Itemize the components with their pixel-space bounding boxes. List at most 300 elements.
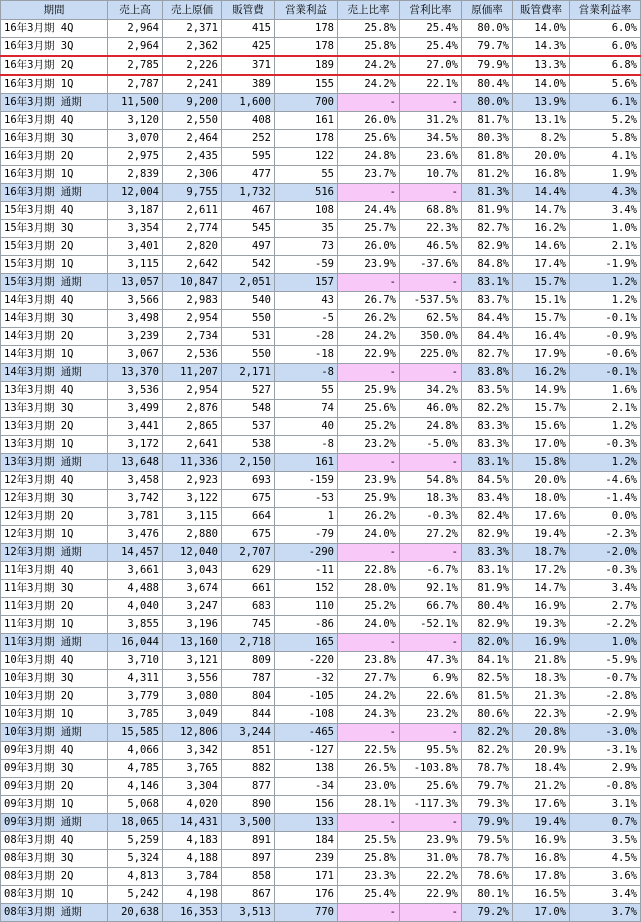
value-cell: 62.5% xyxy=(400,310,462,328)
value-cell: -1.9% xyxy=(570,256,641,274)
value-cell: 79.5% xyxy=(462,832,513,850)
value-cell: 2,707 xyxy=(222,544,275,562)
annual-row xyxy=(1,634,641,652)
value-cell: 675 xyxy=(222,490,275,508)
value-cell: 2,983 xyxy=(163,292,222,310)
value-cell: 3,115 xyxy=(163,508,222,526)
value-cell: 24.0% xyxy=(338,526,400,544)
value-cell: 2,241 xyxy=(163,75,222,94)
value-cell: 14.9% xyxy=(513,382,570,400)
value-cell: 17.9% xyxy=(513,346,570,364)
table-row xyxy=(1,580,641,598)
value-cell: 23.2% xyxy=(400,706,462,724)
value-cell: 2,839 xyxy=(108,166,163,184)
value-cell: 83.7% xyxy=(462,292,513,310)
value-cell: 81.8% xyxy=(462,148,513,166)
value-cell: 4,146 xyxy=(108,778,163,796)
column-header: 期間 xyxy=(1,1,108,20)
value-cell: 24.0% xyxy=(338,616,400,634)
value-cell: -537.5% xyxy=(400,292,462,310)
value-cell: 538 xyxy=(222,436,275,454)
value-cell: 2,536 xyxy=(163,346,222,364)
value-cell: 17.0% xyxy=(513,904,570,922)
period-cell: 14年3月期 3Q xyxy=(1,310,108,328)
value-cell: 35 xyxy=(275,220,338,238)
value-cell: 2,876 xyxy=(163,400,222,418)
value-cell: 537 xyxy=(222,418,275,436)
value-cell: 14,431 xyxy=(163,814,222,832)
value-cell: - xyxy=(400,454,462,472)
value-cell: -8 xyxy=(275,364,338,382)
value-cell: 189 xyxy=(275,56,338,75)
table-row xyxy=(1,742,641,760)
value-cell: -0.8% xyxy=(570,778,641,796)
value-cell: 16.9% xyxy=(513,832,570,850)
value-cell: 55 xyxy=(275,382,338,400)
value-cell: 3,458 xyxy=(108,472,163,490)
period-cell: 16年3月期 4Q xyxy=(1,20,108,38)
table-row xyxy=(1,616,641,634)
value-cell: 2,820 xyxy=(163,238,222,256)
value-cell: 693 xyxy=(222,472,275,490)
value-cell: 138 xyxy=(275,760,338,778)
value-cell: 1.2% xyxy=(570,292,641,310)
period-cell: 14年3月期 4Q xyxy=(1,292,108,310)
table-row xyxy=(1,868,641,886)
value-cell: -108 xyxy=(275,706,338,724)
value-cell: 24.2% xyxy=(338,688,400,706)
table-row xyxy=(1,346,641,364)
value-cell: 2,954 xyxy=(163,382,222,400)
value-cell: 3,765 xyxy=(163,760,222,778)
value-cell: -53 xyxy=(275,490,338,508)
value-cell: 3,536 xyxy=(108,382,163,400)
value-cell: - xyxy=(338,274,400,292)
period-cell: 10年3月期 4Q xyxy=(1,652,108,670)
value-cell: 79.9% xyxy=(462,56,513,75)
value-cell: 13,370 xyxy=(108,364,163,382)
value-cell: -0.1% xyxy=(570,310,641,328)
value-cell: 20.0% xyxy=(513,148,570,166)
value-cell: 20.8% xyxy=(513,724,570,742)
value-cell: 1.2% xyxy=(570,454,641,472)
value-cell: -52.1% xyxy=(400,616,462,634)
value-cell: 78.7% xyxy=(462,760,513,778)
period-cell: 15年3月期 通期 xyxy=(1,274,108,292)
value-cell: 3,354 xyxy=(108,220,163,238)
value-cell: 25.4% xyxy=(338,886,400,904)
value-cell: 24.8% xyxy=(338,148,400,166)
value-cell: 2,964 xyxy=(108,38,163,57)
value-cell: 2,150 xyxy=(222,454,275,472)
period-cell: 11年3月期 3Q xyxy=(1,580,108,598)
value-cell: 83.4% xyxy=(462,490,513,508)
period-cell: 16年3月期 通期 xyxy=(1,94,108,112)
value-cell: -103.8% xyxy=(400,760,462,778)
value-cell: 5.2% xyxy=(570,112,641,130)
value-cell: 13.9% xyxy=(513,94,570,112)
value-cell: 545 xyxy=(222,220,275,238)
value-cell: 3,239 xyxy=(108,328,163,346)
value-cell: 3,742 xyxy=(108,490,163,508)
column-header: 販管費 xyxy=(222,1,275,20)
value-cell: -11 xyxy=(275,562,338,580)
period-cell: 09年3月期 1Q xyxy=(1,796,108,814)
value-cell: 6.1% xyxy=(570,94,641,112)
value-cell: 3,122 xyxy=(163,490,222,508)
value-cell: 867 xyxy=(222,886,275,904)
value-cell: 22.3% xyxy=(513,706,570,724)
value-cell: -2.0% xyxy=(570,544,641,562)
period-cell: 16年3月期 3Q xyxy=(1,38,108,57)
value-cell: 14.7% xyxy=(513,580,570,598)
period-cell: 15年3月期 3Q xyxy=(1,220,108,238)
value-cell: 23.8% xyxy=(338,652,400,670)
value-cell: 3,661 xyxy=(108,562,163,580)
value-cell: 3,855 xyxy=(108,616,163,634)
value-cell: -105 xyxy=(275,688,338,706)
value-cell: 25.6% xyxy=(400,778,462,796)
table-row xyxy=(1,256,641,274)
value-cell: 26.5% xyxy=(338,760,400,778)
value-cell: 5,242 xyxy=(108,886,163,904)
value-cell: 3,121 xyxy=(163,652,222,670)
value-cell: 25.8% xyxy=(338,20,400,38)
value-cell: -28 xyxy=(275,328,338,346)
value-cell: 467 xyxy=(222,202,275,220)
value-cell: 239 xyxy=(275,850,338,868)
period-cell: 08年3月期 1Q xyxy=(1,886,108,904)
value-cell: 24.2% xyxy=(338,328,400,346)
value-cell: - xyxy=(400,94,462,112)
value-cell: 23.9% xyxy=(338,472,400,490)
value-cell: 4.5% xyxy=(570,850,641,868)
value-cell: 14.4% xyxy=(513,184,570,202)
value-cell: 2.1% xyxy=(570,400,641,418)
value-cell: 3,566 xyxy=(108,292,163,310)
period-cell: 12年3月期 1Q xyxy=(1,526,108,544)
value-cell: 19.3% xyxy=(513,616,570,634)
value-cell: 84.4% xyxy=(462,310,513,328)
value-cell: 79.7% xyxy=(462,38,513,57)
value-cell: 675 xyxy=(222,526,275,544)
value-cell: 34.2% xyxy=(400,382,462,400)
value-cell: 4,188 xyxy=(163,850,222,868)
value-cell: 17.0% xyxy=(513,436,570,454)
value-cell: 25.6% xyxy=(338,130,400,148)
value-cell: 2,464 xyxy=(163,130,222,148)
period-cell: 16年3月期 1Q xyxy=(1,166,108,184)
column-header: 営業利益率 xyxy=(570,1,641,20)
period-cell: 13年3月期 通期 xyxy=(1,454,108,472)
value-cell: 82.7% xyxy=(462,220,513,238)
value-cell: 4,066 xyxy=(108,742,163,760)
value-cell: 3,080 xyxy=(163,688,222,706)
value-cell: 550 xyxy=(222,310,275,328)
value-cell: 542 xyxy=(222,256,275,274)
value-cell: - xyxy=(338,544,400,562)
value-cell: 110 xyxy=(275,598,338,616)
period-cell: 10年3月期 1Q xyxy=(1,706,108,724)
value-cell: 155 xyxy=(275,75,338,94)
value-cell: 27.2% xyxy=(400,526,462,544)
table-row xyxy=(1,112,641,130)
value-cell: 178 xyxy=(275,20,338,38)
value-cell: 661 xyxy=(222,580,275,598)
value-cell: 4,311 xyxy=(108,670,163,688)
value-cell: 16.9% xyxy=(513,634,570,652)
value-cell: 23.9% xyxy=(338,256,400,274)
value-cell: 3,556 xyxy=(163,670,222,688)
value-cell: 83.3% xyxy=(462,544,513,562)
value-cell: 2,171 xyxy=(222,364,275,382)
value-cell: 6.0% xyxy=(570,38,641,57)
annual-row xyxy=(1,274,641,292)
value-cell: 3,043 xyxy=(163,562,222,580)
value-cell: 2.7% xyxy=(570,598,641,616)
value-cell: 13,057 xyxy=(108,274,163,292)
value-cell: -290 xyxy=(275,544,338,562)
value-cell: 34.5% xyxy=(400,130,462,148)
value-cell: 17.6% xyxy=(513,508,570,526)
value-cell: 80.0% xyxy=(462,94,513,112)
value-cell: 26.7% xyxy=(338,292,400,310)
value-cell: 31.0% xyxy=(400,850,462,868)
value-cell: 595 xyxy=(222,148,275,166)
table-row xyxy=(1,382,641,400)
value-cell: 0.7% xyxy=(570,814,641,832)
value-cell: 25.9% xyxy=(338,382,400,400)
value-cell: 477 xyxy=(222,166,275,184)
value-cell: 516 xyxy=(275,184,338,202)
value-cell: 24.4% xyxy=(338,202,400,220)
value-cell: 28.0% xyxy=(338,580,400,598)
value-cell: 28.1% xyxy=(338,796,400,814)
value-cell: 176 xyxy=(275,886,338,904)
value-cell: 19.4% xyxy=(513,814,570,832)
value-cell: 4,785 xyxy=(108,760,163,778)
value-cell: 22.8% xyxy=(338,562,400,580)
value-cell: 82.2% xyxy=(462,742,513,760)
table-row xyxy=(1,706,641,724)
period-cell: 11年3月期 4Q xyxy=(1,562,108,580)
value-cell: 4,813 xyxy=(108,868,163,886)
value-cell: 14.0% xyxy=(513,75,570,94)
period-cell: 09年3月期 2Q xyxy=(1,778,108,796)
value-cell: 2,975 xyxy=(108,148,163,166)
value-cell: -0.9% xyxy=(570,328,641,346)
value-cell: 81.5% xyxy=(462,688,513,706)
value-cell: 844 xyxy=(222,706,275,724)
value-cell: 165 xyxy=(275,634,338,652)
value-cell: 3,244 xyxy=(222,724,275,742)
value-cell: 25.4% xyxy=(400,20,462,38)
annual-row xyxy=(1,364,641,382)
annual-row xyxy=(1,544,641,562)
table-row xyxy=(1,328,641,346)
value-cell: 13.1% xyxy=(513,112,570,130)
table-row xyxy=(1,508,641,526)
value-cell: 3,674 xyxy=(163,580,222,598)
value-cell: 18.3% xyxy=(400,490,462,508)
value-cell: 1.2% xyxy=(570,274,641,292)
value-cell: 83.1% xyxy=(462,562,513,580)
value-cell: 22.5% xyxy=(338,742,400,760)
value-cell: 80.1% xyxy=(462,886,513,904)
value-cell: 24.3% xyxy=(338,706,400,724)
value-cell: - xyxy=(400,364,462,382)
value-cell: 25.7% xyxy=(338,220,400,238)
value-cell: 8.2% xyxy=(513,130,570,148)
value-cell: 27.7% xyxy=(338,670,400,688)
value-cell: -0.6% xyxy=(570,346,641,364)
column-header: 売上原価 xyxy=(163,1,222,20)
column-header: 営業利益 xyxy=(275,1,338,20)
value-cell: 2,954 xyxy=(163,310,222,328)
table-row xyxy=(1,20,641,38)
value-cell: 1.9% xyxy=(570,166,641,184)
value-cell: 2,226 xyxy=(163,56,222,75)
column-header: 原価率 xyxy=(462,1,513,20)
value-cell: -117.3% xyxy=(400,796,462,814)
column-header: 販管費率 xyxy=(513,1,570,20)
value-cell: 31.2% xyxy=(400,112,462,130)
value-cell: 408 xyxy=(222,112,275,130)
value-cell: -0.7% xyxy=(570,670,641,688)
annual-row xyxy=(1,814,641,832)
value-cell: 3,247 xyxy=(163,598,222,616)
value-cell: 0.0% xyxy=(570,508,641,526)
value-cell: 389 xyxy=(222,75,275,94)
value-cell: 891 xyxy=(222,832,275,850)
value-cell: 23.0% xyxy=(338,778,400,796)
value-cell: 3,476 xyxy=(108,526,163,544)
value-cell: 16.4% xyxy=(513,328,570,346)
period-cell: 08年3月期 通期 xyxy=(1,904,108,922)
value-cell: 3,785 xyxy=(108,706,163,724)
value-cell: 3,779 xyxy=(108,688,163,706)
value-cell: 2,785 xyxy=(108,56,163,75)
column-header: 営利比率 xyxy=(400,1,462,20)
value-cell: 804 xyxy=(222,688,275,706)
value-cell: 2,550 xyxy=(163,112,222,130)
value-cell: -32 xyxy=(275,670,338,688)
value-cell: 16,044 xyxy=(108,634,163,652)
value-cell: 82.9% xyxy=(462,526,513,544)
value-cell: 25.4% xyxy=(400,38,462,57)
value-cell: 897 xyxy=(222,850,275,868)
value-cell: -0.1% xyxy=(570,364,641,382)
period-cell: 16年3月期 通期 xyxy=(1,184,108,202)
value-cell: 527 xyxy=(222,382,275,400)
value-cell: 252 xyxy=(222,130,275,148)
value-cell: - xyxy=(400,724,462,742)
value-cell: -159 xyxy=(275,472,338,490)
value-cell: 11,500 xyxy=(108,94,163,112)
value-cell: 81.3% xyxy=(462,184,513,202)
value-cell: 14,457 xyxy=(108,544,163,562)
value-cell: 23.2% xyxy=(338,436,400,454)
value-cell: 6.0% xyxy=(570,20,641,38)
value-cell: -2.9% xyxy=(570,706,641,724)
value-cell: 15,585 xyxy=(108,724,163,742)
value-cell: 5,068 xyxy=(108,796,163,814)
value-cell: 21.8% xyxy=(513,652,570,670)
value-cell: 21.2% xyxy=(513,778,570,796)
value-cell: 2,611 xyxy=(163,202,222,220)
value-cell: -4.6% xyxy=(570,472,641,490)
value-cell: -37.6% xyxy=(400,256,462,274)
period-cell: 11年3月期 通期 xyxy=(1,634,108,652)
value-cell: 82.4% xyxy=(462,508,513,526)
value-cell: 3,342 xyxy=(163,742,222,760)
value-cell: 2,774 xyxy=(163,220,222,238)
value-cell: 81.7% xyxy=(462,112,513,130)
period-cell: 12年3月期 通期 xyxy=(1,544,108,562)
value-cell: 6.8% xyxy=(570,56,641,75)
value-cell: 3,187 xyxy=(108,202,163,220)
value-cell: 2,734 xyxy=(163,328,222,346)
value-cell: 68.8% xyxy=(400,202,462,220)
value-cell: 24.8% xyxy=(400,418,462,436)
value-cell: - xyxy=(400,544,462,562)
value-cell: 16.8% xyxy=(513,166,570,184)
value-cell: -1.4% xyxy=(570,490,641,508)
value-cell: 2,787 xyxy=(108,75,163,94)
table-row xyxy=(1,418,641,436)
period-cell: 08年3月期 2Q xyxy=(1,868,108,886)
value-cell: 80.3% xyxy=(462,130,513,148)
value-cell: - xyxy=(400,274,462,292)
value-cell: 2,880 xyxy=(163,526,222,544)
value-cell: 22.9% xyxy=(338,346,400,364)
value-cell: 25.6% xyxy=(338,400,400,418)
value-cell: 84.4% xyxy=(462,328,513,346)
value-cell: 25.5% xyxy=(338,832,400,850)
header-row xyxy=(1,1,641,20)
value-cell: 23.6% xyxy=(400,148,462,166)
value-cell: 46.5% xyxy=(400,238,462,256)
value-cell: 82.9% xyxy=(462,616,513,634)
value-cell: 2.9% xyxy=(570,760,641,778)
value-cell: 47.3% xyxy=(400,652,462,670)
value-cell: 82.7% xyxy=(462,346,513,364)
table-row xyxy=(1,238,641,256)
value-cell: -8 xyxy=(275,436,338,454)
table-row xyxy=(1,832,641,850)
period-cell: 12年3月期 2Q xyxy=(1,508,108,526)
value-cell: 171 xyxy=(275,868,338,886)
value-cell: 22.9% xyxy=(400,886,462,904)
value-cell: 3.4% xyxy=(570,886,641,904)
value-cell: 2,865 xyxy=(163,418,222,436)
value-cell: 9,200 xyxy=(163,94,222,112)
table-row xyxy=(1,850,641,868)
value-cell: 83.1% xyxy=(462,274,513,292)
value-cell: -465 xyxy=(275,724,338,742)
value-cell: 4.3% xyxy=(570,184,641,202)
value-cell: 12,806 xyxy=(163,724,222,742)
value-cell: 40 xyxy=(275,418,338,436)
value-cell: 415 xyxy=(222,20,275,38)
value-cell: - xyxy=(400,184,462,202)
value-cell: 25.2% xyxy=(338,418,400,436)
value-cell: 3.4% xyxy=(570,202,641,220)
value-cell: 13,160 xyxy=(163,634,222,652)
value-cell: 157 xyxy=(275,274,338,292)
value-cell: 5.8% xyxy=(570,130,641,148)
table-row xyxy=(1,166,641,184)
